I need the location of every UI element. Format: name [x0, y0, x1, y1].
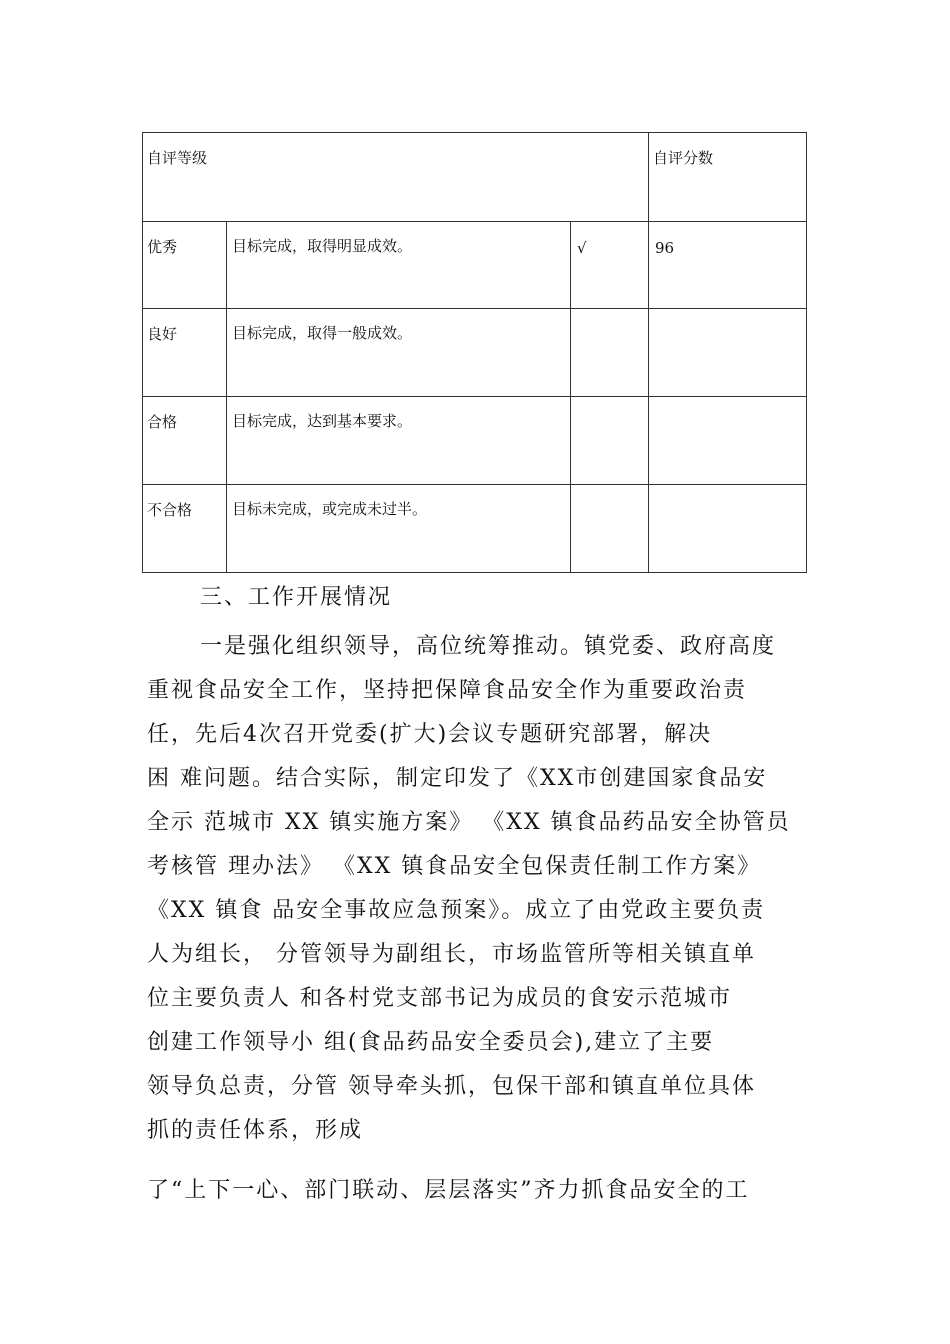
paragraph-line: 任，先后4次召开党委(扩大)会议专题研究部署，解决: [147, 722, 713, 747]
score-cell: [649, 485, 806, 502]
paragraph-line: 位主要负责人 和各村党支部书记为成员的食安示范城市: [147, 986, 732, 1011]
level-cell: 良好: [147, 325, 178, 343]
paragraph-line: 领导负总责，分管 领导牵头抓，包保干部和镇直单位具体: [147, 1074, 756, 1099]
paragraph-line: 重视食品安全工作，坚持把保障食品安全作为重要政治责: [147, 678, 748, 703]
table-header-row: [143, 133, 807, 222]
table-row: [143, 309, 807, 397]
score-header-cell: [649, 133, 807, 222]
section-heading: 三、工作开展情况: [200, 585, 393, 610]
score-header: 自评分数: [653, 149, 714, 167]
check-mark: [571, 309, 648, 326]
paragraph-line: 一是强化组织领导，高位统筹推动。镇党委、政府高度: [200, 634, 777, 659]
level-cell: 不合格: [147, 501, 193, 519]
score-cell: [649, 309, 806, 326]
paragraph-line: 人为组长， 分管领导为副组长，市场监管所等相关镇直单: [147, 942, 756, 967]
description-cell: 目标完成，取得一般成效。: [232, 324, 413, 342]
grade-header: 自评等级: [147, 149, 208, 167]
description-cell: 目标未完成，或完成未过半。: [232, 500, 428, 518]
paragraph-line: 创建工作领导小 组(食品药品安全委员会),建立了主要: [147, 1030, 715, 1055]
self-assessment-table: [142, 132, 807, 573]
paragraph-line: 全示 范城市 XX 镇实施方案》 《XX 镇食品药品安全协管员: [147, 810, 791, 835]
table-row: [143, 222, 807, 309]
grade-header-cell: [143, 133, 649, 222]
description-cell: 目标完成，达到基本要求。: [232, 412, 413, 430]
paragraph-line: 困 难问题。结合实际，制定印发了《XX市创建国家食品安: [147, 766, 768, 791]
level-cell: 优秀: [147, 238, 178, 256]
table-row: [143, 397, 807, 485]
check-mark: √: [577, 239, 587, 257]
paragraph-line: 了“上下一心、部门联动、层层落实”齐力抓食品安全的工: [147, 1178, 750, 1203]
paragraph-line: 抓的责任体系，形成: [147, 1118, 364, 1143]
check-mark: [571, 397, 648, 414]
level-cell: 合格: [147, 413, 178, 431]
paragraph-line: 《XX 镇食 品安全事故应急预案》。成立了由党政主要负责: [147, 898, 766, 923]
description-cell: 目标完成，取得明显成效。: [232, 237, 413, 255]
table-row: [143, 485, 807, 573]
score-cell: 96: [655, 239, 675, 257]
check-mark: [571, 485, 648, 502]
score-cell: [649, 397, 806, 414]
paragraph-line: 考核管 理办法》 《XX 镇食品安全包保责任制工作方案》: [147, 854, 762, 879]
